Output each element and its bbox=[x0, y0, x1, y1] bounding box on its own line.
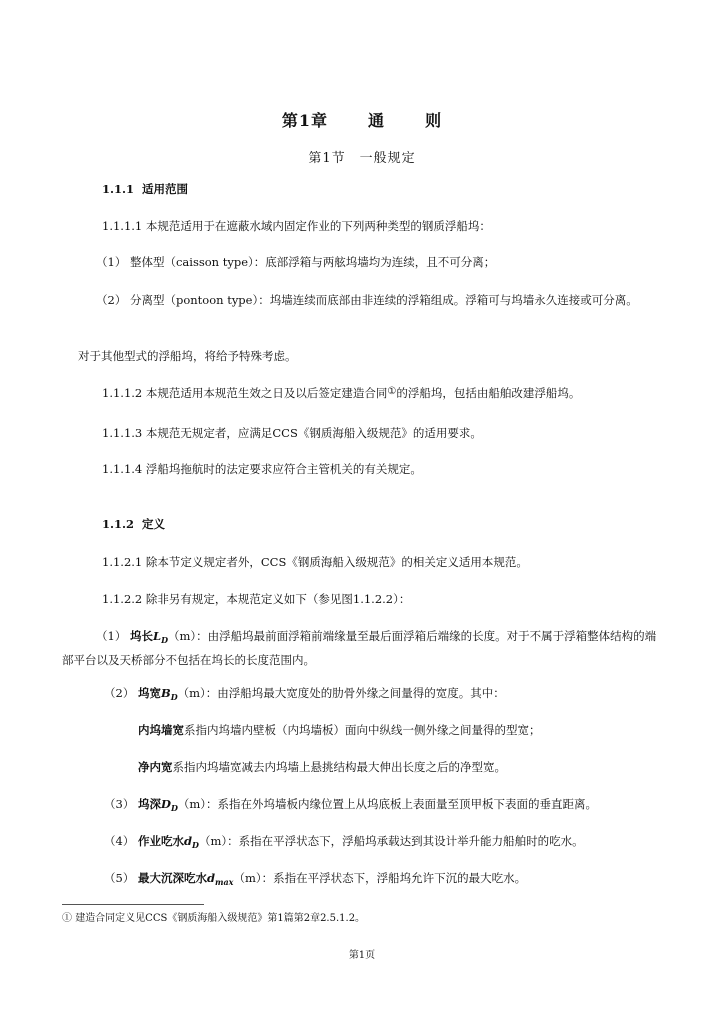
subsection-title: 定义 bbox=[142, 517, 165, 531]
definition-text: （m）：系指在平浮状态下，浮船坞承载达到其设计举升能力船舶时的吃水。 bbox=[198, 834, 584, 848]
paragraph-other-types: 对于其他型式的浮船坞，将给予特殊考虑。 bbox=[78, 349, 297, 363]
definition-symbol: D bbox=[160, 797, 171, 811]
definition-term: 坞长 bbox=[129, 629, 153, 643]
definition-term: 内坞墙宽 bbox=[138, 723, 184, 737]
definition-text: （m）：系指在外坞墙板内缘位置上从坞底板上表面量至顶甲板下表面的垂直距离。 bbox=[177, 797, 598, 811]
chapter-title-b: 则 bbox=[425, 111, 443, 130]
paragraph-1112 bbox=[102, 382, 580, 403]
footnote-text: 建造合同定义见CCS《钢质海船入级规范》第1篇第2章2.5.1.2。 bbox=[75, 913, 366, 924]
paragraph-1112-text-b: 的浮船坞，包括由船舶改建浮船坞。 bbox=[396, 386, 581, 400]
paragraph-1111-item1: （1） 整体型（caisson type）：底部浮箱与两舷坞墙均为连续，且不可分离； bbox=[96, 255, 496, 269]
section-number: 第1节 bbox=[308, 151, 346, 166]
definition-symbol: d bbox=[183, 834, 193, 848]
definition-clear-width bbox=[138, 757, 506, 777]
footnote bbox=[62, 909, 365, 924]
chapter-number: 第1章 bbox=[281, 111, 329, 130]
footnote-divider bbox=[62, 904, 204, 905]
definition-number: （3） bbox=[104, 797, 135, 811]
definition-symbol: L bbox=[152, 629, 162, 643]
definition-dock-breadth bbox=[104, 683, 505, 707]
definition-term: 净内宽 bbox=[138, 760, 173, 774]
paragraph-1122: 1.1.2.2 除非另有规定，本规范定义如下（参见图1.1.2.2）： bbox=[102, 592, 411, 606]
paragraph-1121: 1.1.2.1 除本节定义规定者外，CCS《钢质海船入级规范》的相关定义适用本规范。 bbox=[102, 555, 528, 569]
definition-text: 系指内坞墙内壁板（内坞墙板）面向中纵线一侧外缘之间量得的型宽； bbox=[184, 723, 541, 737]
definition-subscript: D bbox=[192, 840, 199, 850]
definition-inner-wall-width bbox=[138, 720, 541, 740]
definition-symbol: B bbox=[160, 686, 171, 700]
definition-subscript: D bbox=[170, 692, 178, 702]
definition-term: 作业吃水 bbox=[137, 834, 184, 848]
section-heading bbox=[0, 147, 724, 166]
definition-term: 最大沉深吃水 bbox=[137, 871, 207, 885]
definition-text: 系指内坞墙宽减去内坞墙上悬挑结构最大伸出长度之后的净型宽。 bbox=[172, 760, 506, 774]
paragraph-1111-item2: （2） 分离型（pontoon type）：坞墙连续而底部由非连续的浮箱组成。浮箱可与坞墙永久连接或可分离。 bbox=[96, 293, 638, 307]
definition-text: （m）：由浮船坞最大宽度处的肋骨外缘之间量得的宽度。其中： bbox=[177, 686, 505, 700]
subsection-number: 1.1.2 bbox=[102, 517, 135, 531]
definition-operating-draught bbox=[104, 831, 584, 855]
subsection-number: 1.1.1 bbox=[102, 182, 135, 196]
definition-text: （m）：由浮船坞最前面浮箱前端缘量至最后面浮箱后端缘的长度。对于不属于浮箱整体结构的端部平台以及天桥部分不包括在坞长的长度范围内。 bbox=[62, 629, 657, 667]
definition-number: （5） bbox=[104, 871, 135, 885]
definition-number: （2） bbox=[104, 686, 135, 700]
footnote-mark: ① bbox=[62, 913, 72, 924]
paragraph-1113: 1.1.1.3 本规范无规定者，应满足CCS《钢质海船入级规范》的适用要求。 bbox=[102, 426, 482, 440]
subsection-title: 适用范围 bbox=[142, 182, 188, 196]
definition-symbol: d bbox=[206, 871, 216, 885]
definition-subscript: max bbox=[215, 877, 234, 887]
definition-term: 坞宽 bbox=[137, 686, 161, 700]
section-title: 一般规定 bbox=[359, 151, 416, 166]
subsection-heading-111 bbox=[102, 181, 188, 197]
definition-subscript: D bbox=[161, 635, 169, 645]
footnote-reference: ① bbox=[387, 386, 397, 397]
definition-term: 坞深 bbox=[137, 797, 161, 811]
paragraph-1111: 1.1.1.1 本规范适用于在遮蔽水域内固定作业的下列两种类型的钢质浮船坞： bbox=[102, 219, 491, 233]
paragraph-1112-text-a: 1.1.1.2 本规范适用本规范生效之日及以后签定建造合同 bbox=[102, 386, 388, 400]
subsection-heading-112 bbox=[102, 516, 165, 532]
definition-dock-length bbox=[62, 626, 662, 670]
chapter-heading bbox=[0, 108, 724, 131]
definition-max-submerged-draught bbox=[104, 868, 526, 892]
definition-dock-depth bbox=[104, 794, 597, 818]
paragraph-1114: 1.1.1.4 浮船坞拖航时的法定要求应符合主管机关的有关规定。 bbox=[102, 462, 422, 476]
definition-subscript: D bbox=[170, 803, 178, 813]
page-number: 第1页 bbox=[348, 950, 376, 961]
definition-text: （m）：系指在平浮状态下，浮船坞允许下沉的最大吃水。 bbox=[233, 871, 527, 885]
chapter-title-a: 通 bbox=[368, 111, 386, 130]
definition-number: （4） bbox=[104, 834, 135, 848]
definition-number: （1） bbox=[96, 629, 127, 643]
